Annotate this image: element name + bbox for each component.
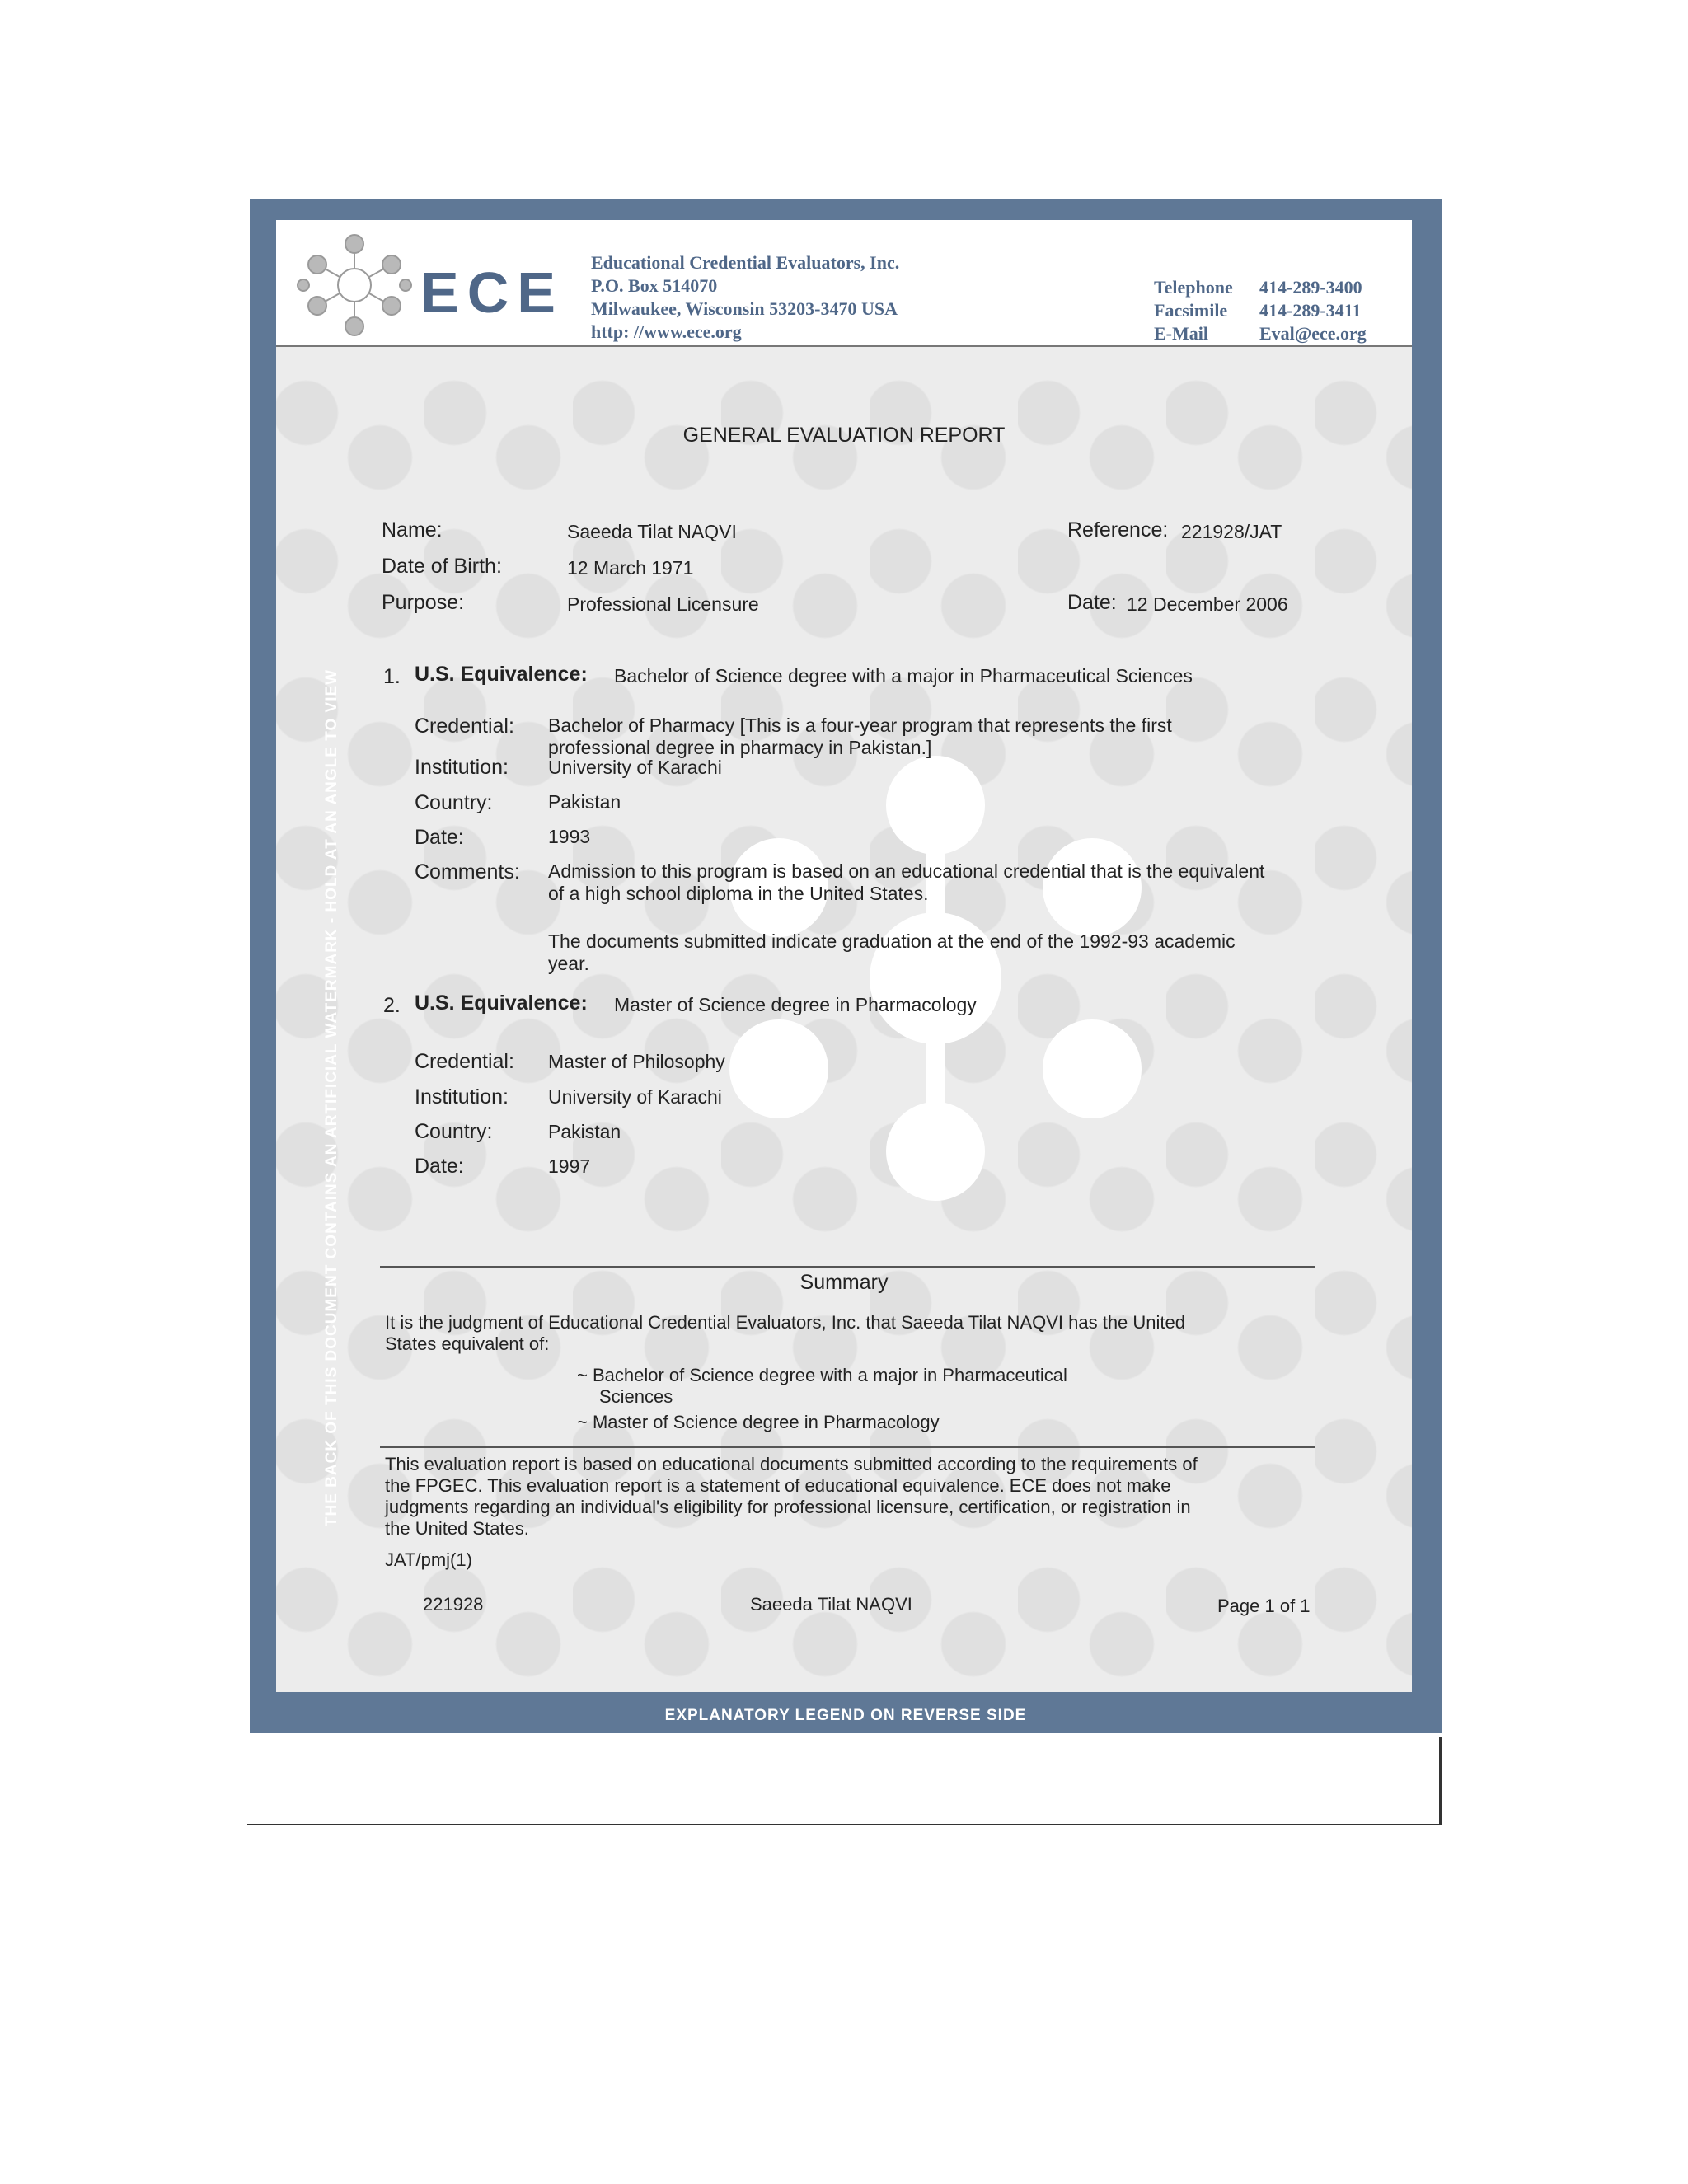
- institution-label: Institution:: [415, 756, 509, 779]
- equivalence-number: 1.: [383, 665, 401, 688]
- contact-row: [1154, 299, 1367, 322]
- equivalence-label: U.S. Equivalence:: [415, 663, 588, 686]
- credential-value-line2: professional degree in pharmacy in Pakistan.]: [548, 737, 932, 758]
- date-label: Date:: [415, 1155, 464, 1178]
- page-edge-line: [1439, 1737, 1442, 1825]
- date-label: Date:: [415, 826, 464, 849]
- watermark-notice-left: THE BACK OF THIS DOCUMENT CONTAINS AN ARTIFICIAL WATERMARK - HOLD AT AN ANGLE TO VIEW: [323, 668, 340, 1527]
- ece-logo-icon: [297, 232, 412, 339]
- report-title: GENERAL EVALUATION REPORT: [682, 424, 1006, 447]
- purpose-label: Purpose:: [382, 591, 465, 614]
- reference-value: 221928/JAT: [1181, 521, 1282, 542]
- contact-value: Eval@ece.org: [1259, 323, 1367, 344]
- footer-note: the United States.: [385, 1518, 529, 1539]
- date-label: Date:: [1067, 591, 1117, 614]
- watermark-logo-icon: [705, 748, 1166, 1209]
- name-label: Name:: [382, 518, 443, 541]
- evaluation-document: [250, 199, 1672, 1733]
- country-label: Country:: [415, 1120, 493, 1143]
- contact-label: Telephone: [1154, 277, 1233, 298]
- footer-note: the FPGEC. This evaluation report is a statement of educational equivalence. ECE does not make: [385, 1475, 1171, 1496]
- name-value: Saeeda Tilat NAQVI: [567, 521, 737, 542]
- background-notice-right: THE FACE OF THIS DOCUMENT HAS A COLORED BACKGROUND - NOT A WHITE BACKGROUND: [1654, 703, 1672, 1493]
- footer-divider: [380, 1446, 1315, 1448]
- comments-label: Comments:: [415, 860, 520, 883]
- organization-address: [591, 251, 899, 344]
- footer-note: This evaluation report is based on educational documents submitted according to the requirements of: [385, 1454, 1198, 1474]
- footer-name: Saeeda Tilat NAQVI: [750, 1594, 912, 1615]
- credential-value-line1: Bachelor of Pharmacy [This is a four-year program that represents the first: [548, 715, 1172, 736]
- report-sheet: [276, 220, 1412, 1692]
- equivalence-value: Master of Science degree in Pharmacology: [614, 994, 977, 1015]
- summary-item: Sciences: [599, 1386, 673, 1407]
- contact-value: 414-289-3411: [1259, 300, 1362, 321]
- contact-block: [1154, 276, 1367, 345]
- summary-text: States equivalent of:: [385, 1333, 550, 1354]
- comment-line: The documents submitted indicate graduation at the end of the 1992-93 academic: [548, 930, 1236, 952]
- credential-label: Credential:: [415, 715, 514, 738]
- date-value: 1993: [548, 826, 591, 847]
- summary-divider: [380, 1266, 1315, 1268]
- page-bottom-line: [247, 1824, 1441, 1825]
- equivalence-number: 2.: [383, 994, 401, 1017]
- contact-row: [1154, 322, 1367, 345]
- footer-ref-number: 221928: [423, 1594, 484, 1615]
- comment-line: of a high school diploma in the United States.: [548, 883, 929, 904]
- summary-text: It is the judgment of Educational Credential Evaluators, Inc. that Saeeda Tilat NAQVI has the United: [385, 1312, 1185, 1333]
- contact-label: Facsimile: [1154, 300, 1228, 321]
- reverse-side-legend: EXPLANATORY LEGEND ON REVERSE SIDE: [664, 1707, 1027, 1724]
- footer-initials: JAT/pmj(1): [385, 1549, 472, 1570]
- dob-label: Date of Birth:: [382, 555, 502, 578]
- footer-note: judgments regarding an individual's eligibility for professional licensure, certification, or registration in: [385, 1497, 1191, 1517]
- contact-value: 414-289-3400: [1259, 277, 1362, 298]
- page-number: Page 1 of 1: [1217, 1596, 1311, 1616]
- credential-label: Credential:: [415, 1050, 514, 1073]
- dob-value: 12 March 1971: [567, 557, 694, 579]
- org-po-box: P.O. Box 514070: [591, 275, 718, 296]
- brand-wordmark: ECE: [420, 260, 564, 325]
- comment-line: Admission to this program is based on an educational credential that is the equivalent: [548, 860, 1265, 882]
- institution-value: University of Karachi: [548, 757, 722, 778]
- date-value: 12 December 2006: [1127, 593, 1288, 615]
- summary-title: Summary: [799, 1271, 889, 1294]
- comment-line: year.: [548, 953, 589, 974]
- purpose-value: Professional Licensure: [567, 593, 759, 615]
- org-city: Milwaukee, Wisconsin 53203-3470 USA: [591, 298, 898, 319]
- contact-row: [1154, 276, 1367, 299]
- reference-label: Reference:: [1067, 518, 1169, 541]
- country-label: Country:: [415, 791, 493, 814]
- summary-item: ~ Bachelor of Science degree with a major in Pharmaceutical: [577, 1365, 1067, 1385]
- contact-label: E-Mail: [1154, 323, 1208, 344]
- date-value: 1997: [548, 1155, 591, 1177]
- summary-item: ~ Master of Science degree in Pharmacology: [577, 1412, 940, 1432]
- institution-value: University of Karachi: [548, 1086, 722, 1108]
- institution-label: Institution:: [415, 1085, 509, 1108]
- equivalence-value: Bachelor of Science degree with a major in Pharmaceutical Sciences: [614, 665, 1193, 687]
- equivalence-label: U.S. Equivalence:: [415, 991, 588, 1015]
- org-website: http: //www.ece.org: [591, 321, 742, 342]
- country-value: Pakistan: [548, 791, 621, 813]
- credential-value: Master of Philosophy: [548, 1051, 725, 1072]
- country-value: Pakistan: [548, 1121, 621, 1142]
- letterhead: [276, 220, 1412, 347]
- org-name: Educational Credential Evaluators, Inc.: [591, 252, 900, 273]
